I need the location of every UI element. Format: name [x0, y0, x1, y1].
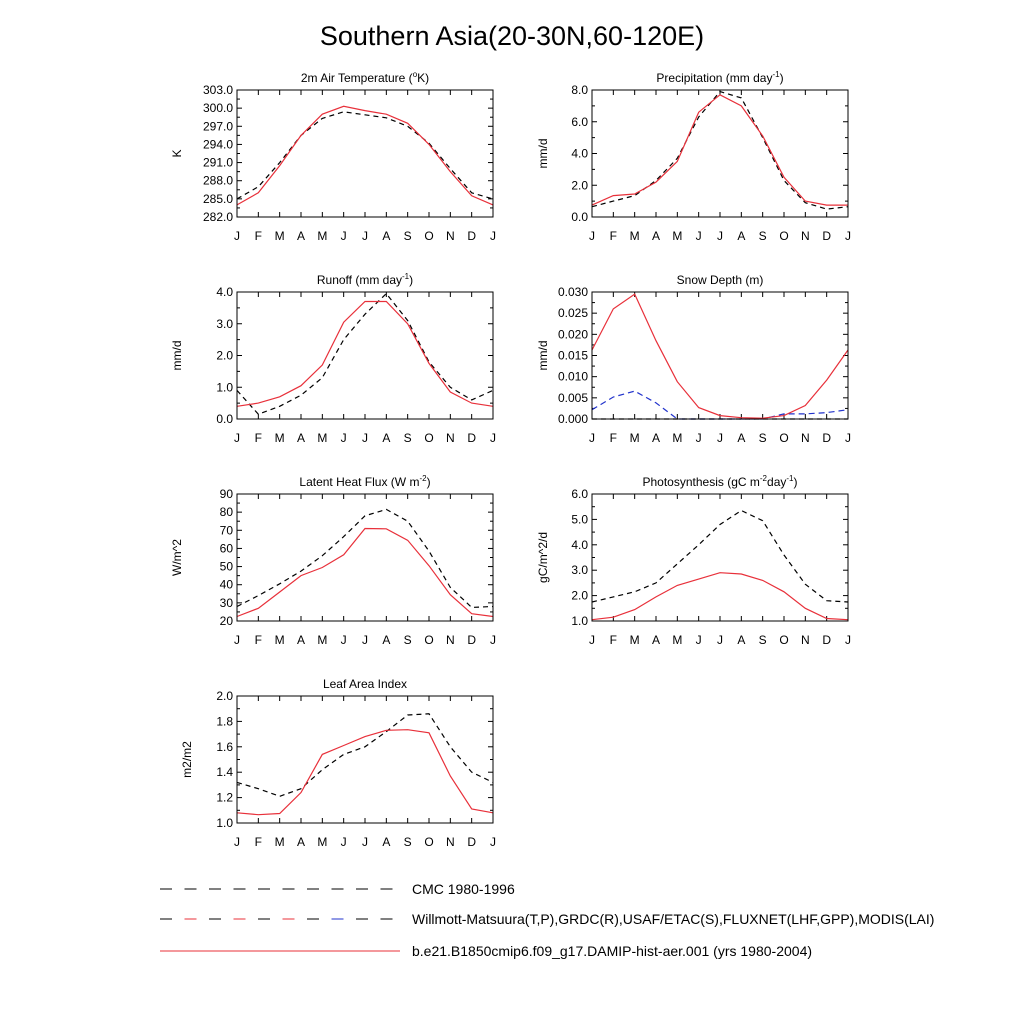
- y-tick-label: 2.0: [571, 178, 588, 193]
- y-tick-label: 1.2: [216, 790, 233, 805]
- x-tick-label: A: [296, 835, 306, 849]
- x-tick-label: M: [274, 835, 285, 849]
- x-tick-label: A: [737, 633, 746, 647]
- chart-panel: [536, 474, 851, 647]
- x-tick-label: A: [296, 431, 306, 445]
- x-tick-label: J: [490, 835, 496, 849]
- x-tick-label: J: [845, 633, 851, 647]
- series-line-model: [592, 95, 848, 205]
- x-tick-label: N: [445, 835, 455, 849]
- y-tick-label: 0.000: [557, 412, 588, 426]
- x-tick-label: N: [800, 431, 810, 445]
- x-tick-label: J: [234, 633, 240, 647]
- title-part: Leaf Area Index: [322, 677, 408, 691]
- x-tick-label: J: [362, 633, 368, 647]
- x-tick-label: D: [467, 229, 477, 243]
- legend-entry: [160, 943, 812, 959]
- x-tick-label: O: [424, 431, 434, 445]
- title-part: ): [409, 273, 414, 287]
- title-superscript: -1: [786, 474, 794, 483]
- y-tick-label: 40: [219, 577, 233, 592]
- x-tick-label: A: [651, 431, 661, 445]
- x-tick-label: J: [845, 431, 851, 445]
- x-tick-label: J: [845, 229, 851, 243]
- y-tick-label: 70: [219, 523, 233, 538]
- x-tick-label: S: [758, 633, 767, 647]
- title-part: K): [417, 71, 430, 85]
- x-tick-label: S: [403, 835, 412, 849]
- y-tick-label: 6.0: [571, 114, 588, 129]
- x-tick-label: J: [490, 633, 496, 647]
- x-tick-label: F: [254, 431, 263, 445]
- y-tick-label: 2.0: [571, 588, 588, 603]
- x-tick-label: M: [672, 633, 683, 647]
- x-tick-label: M: [317, 431, 328, 445]
- x-tick-label: M: [629, 633, 640, 647]
- x-tick-label: J: [490, 431, 496, 445]
- x-tick-label: O: [779, 431, 789, 445]
- x-tick-label: J: [490, 229, 496, 243]
- x-tick-label: M: [672, 431, 683, 445]
- x-tick-label: J: [717, 229, 723, 243]
- x-tick-label: M: [317, 633, 328, 647]
- title-superscript: -2: [419, 474, 427, 483]
- x-tick-label: A: [382, 835, 391, 849]
- series-line-model: [592, 573, 848, 620]
- x-tick-label: J: [340, 633, 347, 647]
- y-tick-label: 285.0: [202, 191, 233, 206]
- panel-title: [643, 474, 798, 489]
- title-superscript: -1: [402, 272, 410, 281]
- y-tick-label: 282.0: [202, 210, 233, 224]
- panel-title: [323, 677, 407, 691]
- x-tick-label: A: [651, 229, 661, 243]
- x-tick-label: D: [822, 633, 832, 647]
- y-axis-label: K: [170, 149, 184, 158]
- x-tick-label: S: [758, 229, 767, 243]
- y-tick-label: 30: [219, 595, 233, 610]
- x-tick-label: D: [467, 633, 477, 647]
- y-tick-label: 0.015: [557, 348, 588, 363]
- x-tick-label: J: [362, 835, 368, 849]
- x-tick-label: A: [382, 431, 391, 445]
- x-tick-label: J: [695, 229, 702, 243]
- y-tick-label: 297.0: [202, 119, 233, 134]
- x-tick-label: S: [758, 431, 767, 445]
- y-axis-label: W/m^2: [170, 539, 184, 576]
- x-tick-label: D: [467, 431, 477, 445]
- x-tick-label: J: [717, 431, 723, 445]
- y-tick-label: 50: [219, 559, 233, 574]
- y-tick-label: 288.0: [202, 173, 233, 188]
- x-tick-label: S: [403, 431, 412, 445]
- y-tick-label: 8.0: [571, 83, 588, 97]
- y-axis-label: mm/d: [536, 138, 550, 169]
- title-part: ): [793, 475, 798, 489]
- y-axis-label: m2/m2: [180, 741, 194, 778]
- x-tick-label: M: [317, 229, 328, 243]
- y-tick-label: 1.0: [216, 380, 233, 395]
- y-tick-label: 0.010: [557, 369, 588, 384]
- y-tick-label: 1.6: [216, 739, 233, 754]
- y-tick-label: 4.0: [571, 537, 588, 552]
- panel-title: [656, 70, 783, 85]
- x-tick-label: F: [254, 229, 263, 243]
- series-line-obs: [237, 294, 493, 415]
- page-title: Southern Asia(20-30N,60-120E): [319, 21, 705, 51]
- x-tick-label: M: [317, 835, 328, 849]
- legend-entry: [160, 911, 934, 927]
- chart-panel: [536, 273, 851, 445]
- x-tick-label: F: [254, 835, 263, 849]
- panel-title: [299, 474, 430, 489]
- x-tick-label: M: [274, 633, 285, 647]
- x-tick-label: A: [382, 633, 391, 647]
- y-tick-label: 3.0: [571, 563, 588, 578]
- x-tick-label: A: [382, 229, 391, 243]
- chart-panel: [170, 70, 496, 243]
- series-line-obs: [237, 509, 493, 607]
- x-tick-label: O: [779, 229, 789, 243]
- y-tick-label: 1.0: [571, 614, 588, 628]
- x-tick-label: J: [589, 633, 595, 647]
- x-tick-label: A: [651, 633, 661, 647]
- x-tick-label: J: [717, 633, 723, 647]
- x-tick-label: F: [609, 229, 618, 243]
- y-tick-label: 300.0: [202, 101, 233, 116]
- x-tick-label: D: [467, 835, 477, 849]
- title-superscript: -1: [772, 70, 780, 79]
- series-line-model: [237, 106, 493, 205]
- x-tick-label: M: [672, 229, 683, 243]
- x-tick-label: A: [296, 633, 306, 647]
- title-part: Precipitation (mm day: [656, 71, 773, 85]
- y-tick-label: 303.0: [202, 83, 233, 97]
- y-tick-label: 5.0: [571, 512, 588, 527]
- title-part: Latent Heat Flux (W m: [299, 475, 420, 489]
- chart-panel: [170, 272, 496, 445]
- panels: [170, 70, 851, 849]
- x-tick-label: M: [629, 431, 640, 445]
- y-tick-label: 1.8: [216, 714, 233, 729]
- series-line-obs: [592, 92, 848, 210]
- x-tick-label: N: [800, 633, 810, 647]
- plot-frame: [237, 90, 493, 217]
- x-tick-label: J: [362, 229, 368, 243]
- x-tick-label: D: [822, 431, 832, 445]
- plot-frame: [237, 494, 493, 621]
- series-line-model: [237, 302, 493, 407]
- x-tick-label: F: [609, 633, 618, 647]
- title-part: Runoff (mm day: [316, 273, 403, 287]
- plot-frame: [592, 494, 848, 621]
- x-tick-label: J: [234, 229, 240, 243]
- series-line-obs: [237, 112, 493, 199]
- chart-panel: [536, 70, 851, 243]
- y-tick-label: 291.0: [202, 155, 233, 170]
- x-tick-label: J: [234, 431, 240, 445]
- x-tick-label: J: [234, 835, 240, 849]
- legend: [160, 881, 934, 959]
- x-tick-label: J: [340, 835, 347, 849]
- title-part: ): [426, 475, 431, 489]
- y-tick-label: 0.020: [557, 327, 588, 342]
- y-tick-label: 0.025: [557, 306, 588, 321]
- y-tick-label: 1.4: [216, 765, 233, 780]
- x-tick-label: N: [445, 431, 455, 445]
- x-tick-label: M: [274, 431, 285, 445]
- series-line-model: [592, 294, 848, 418]
- panel-title: [677, 273, 764, 287]
- y-tick-label: 0.005: [557, 390, 588, 405]
- legend-entry: [160, 881, 515, 897]
- y-tick-label: 80: [219, 505, 233, 520]
- y-tick-label: 20: [219, 614, 233, 628]
- legend-label: b.e21.B1850cmip6.f09_g17.DAMIP-hist-aer.001 (yrs 1980-2004): [412, 943, 813, 959]
- x-tick-label: O: [424, 633, 434, 647]
- series-line-obs: [237, 714, 493, 797]
- x-tick-label: J: [695, 431, 702, 445]
- title-part: ): [779, 71, 784, 85]
- title-part: Photosynthesis (gC m: [642, 475, 760, 489]
- title-part: Snow Depth (m): [676, 273, 764, 287]
- x-tick-label: J: [589, 431, 595, 445]
- panel-title: [317, 272, 413, 287]
- x-tick-label: F: [609, 431, 618, 445]
- y-tick-label: 1.0: [216, 816, 233, 830]
- x-tick-label: M: [629, 229, 640, 243]
- panel-title: [301, 70, 429, 85]
- chart-panel: [170, 474, 496, 647]
- x-tick-label: A: [737, 431, 746, 445]
- y-tick-label: 60: [219, 541, 233, 556]
- x-tick-label: N: [445, 229, 455, 243]
- y-tick-label: 90: [219, 487, 233, 501]
- x-tick-label: A: [296, 229, 306, 243]
- x-tick-label: J: [340, 229, 347, 243]
- x-tick-label: J: [695, 633, 702, 647]
- y-tick-label: 2.0: [216, 348, 233, 363]
- y-tick-label: 2.0: [216, 689, 233, 703]
- x-tick-label: J: [589, 229, 595, 243]
- x-tick-label: O: [424, 229, 434, 243]
- y-tick-label: 294.0: [202, 137, 233, 152]
- x-tick-label: J: [340, 431, 347, 445]
- x-tick-label: N: [445, 633, 455, 647]
- y-tick-label: 6.0: [571, 487, 588, 501]
- chart-panel: [180, 677, 496, 849]
- plot-frame: [237, 292, 493, 419]
- y-tick-label: 4.0: [216, 285, 233, 299]
- series-line-model: [237, 529, 493, 617]
- y-tick-label: 0.0: [571, 210, 588, 224]
- title-part: 2m Air Temperature (: [300, 71, 413, 85]
- x-tick-label: O: [779, 633, 789, 647]
- x-tick-label: M: [274, 229, 285, 243]
- y-axis-label: mm/d: [536, 340, 550, 371]
- title-part: day: [767, 475, 787, 489]
- y-axis-label: gC/m^2/d: [536, 532, 550, 583]
- x-tick-label: O: [424, 835, 434, 849]
- y-tick-label: 4.0: [571, 146, 588, 161]
- x-tick-label: D: [822, 229, 832, 243]
- plot-frame: [592, 90, 848, 217]
- legend-label: Willmott-Matsuura(T,P),GRDC(R),USAF/ETAC(S),FLUXNET(LHF,GPP),MODIS(LAI): [412, 911, 935, 927]
- legend-label: CMC 1980-1996: [412, 881, 515, 897]
- y-axis-label: mm/d: [170, 340, 184, 371]
- x-tick-label: S: [403, 633, 412, 647]
- y-tick-label: 3.0: [216, 316, 233, 331]
- y-tick-label: 0.0: [216, 412, 233, 426]
- x-tick-label: S: [403, 229, 412, 243]
- y-tick-label: 0.030: [557, 285, 588, 299]
- x-tick-label: J: [362, 431, 368, 445]
- plot-frame: [237, 696, 493, 823]
- series-line-obs: [592, 511, 848, 603]
- x-tick-label: A: [737, 229, 746, 243]
- title-superscript: o: [412, 70, 418, 79]
- x-tick-label: F: [254, 633, 263, 647]
- title-superscript: -2: [759, 474, 768, 483]
- series-line-model: [237, 730, 493, 815]
- x-tick-label: N: [800, 229, 810, 243]
